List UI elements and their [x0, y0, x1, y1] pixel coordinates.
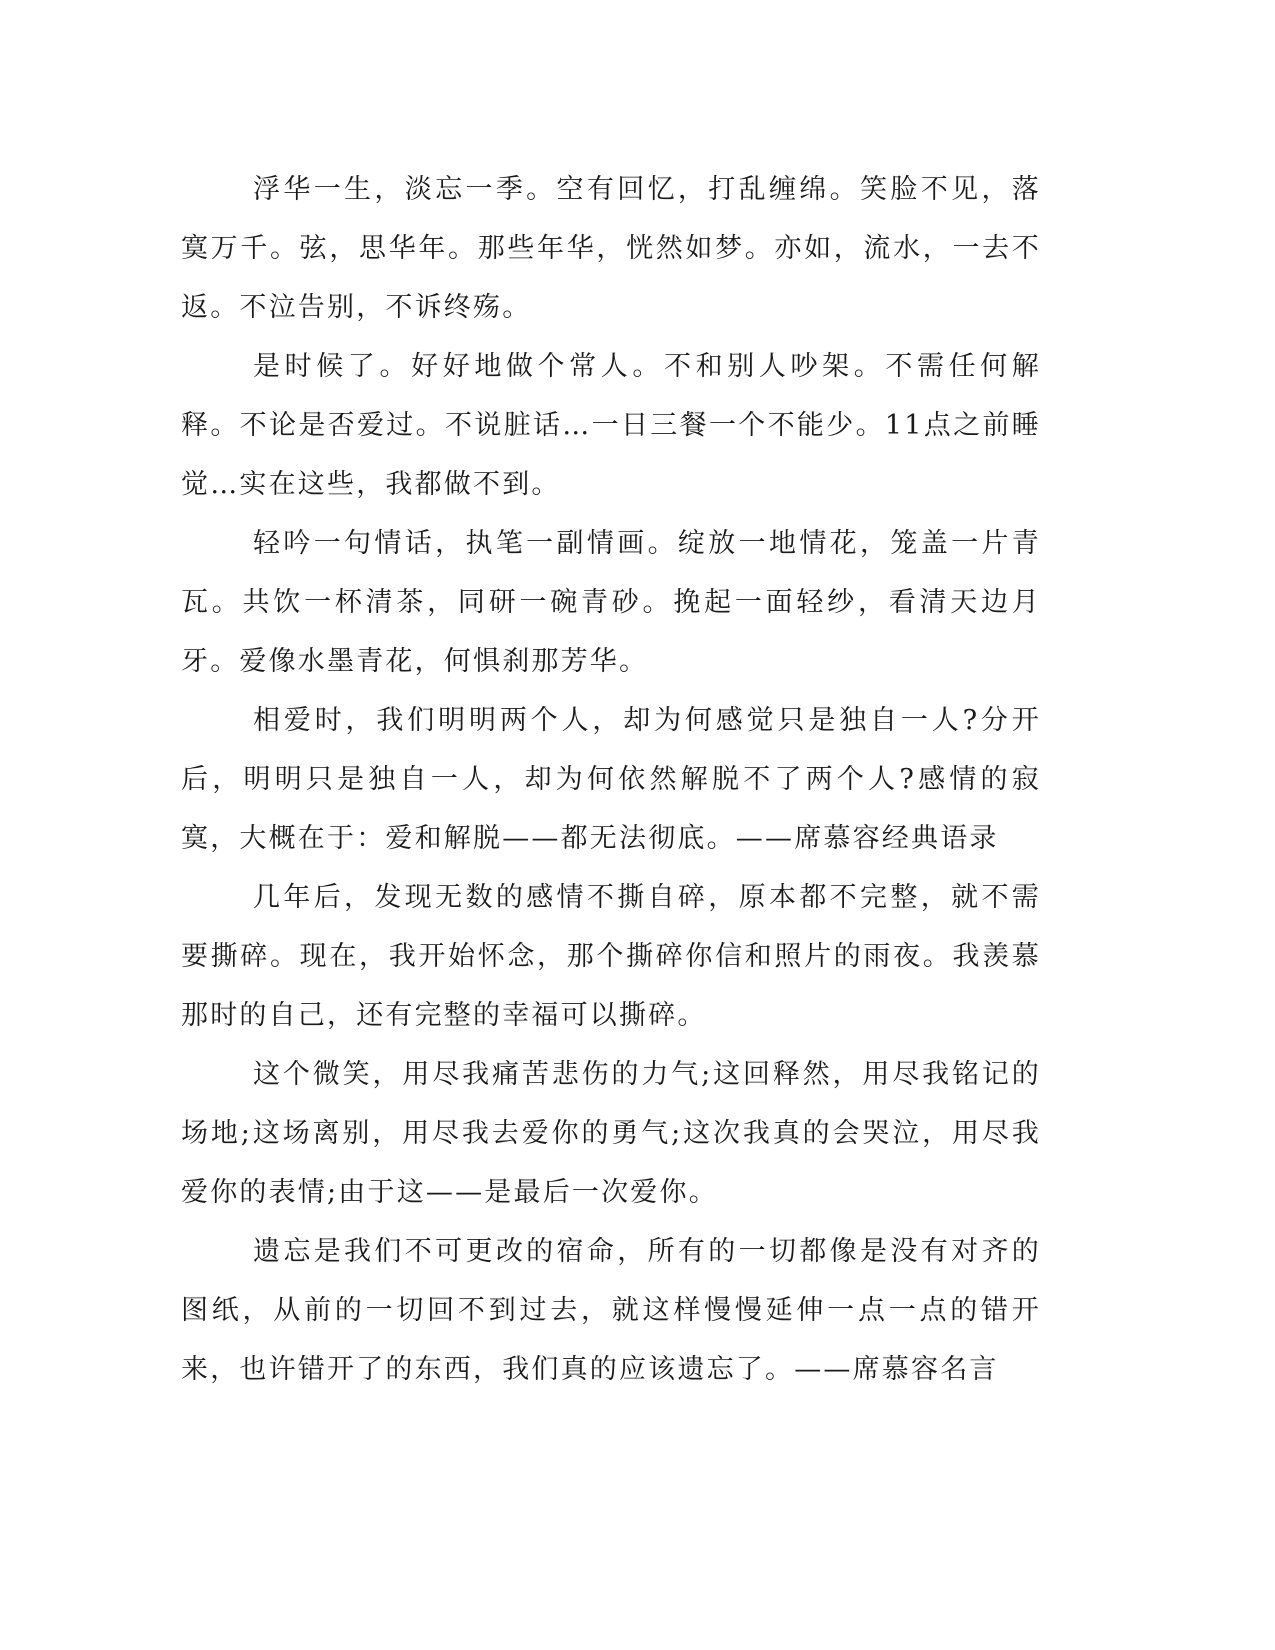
- document-body: [181, 160, 1041, 1399]
- paragraph-3: 轻吟一句情话，执笔一副情画。绽放一地情花，笼盖一片青瓦。共饮一杯清茶，同研一碗青砂。挽起一面轻纱，看清天边月牙。爱像水墨青花，何惧刹那芳华。: [181, 528, 1041, 677]
- paragraph-6: 这个微笑，用尽我痛苦悲伤的力气;这回释然，用尽我铭记的场地;这场离别，用尽我去爱你的勇气;这次我真的会哭泣，用尽我爱你的表情;由于这——是最后一次爱你。: [181, 1059, 1041, 1208]
- paragraph-1: 浮华一生，淡忘一季。空有回忆，打乱缠绵。笑脸不见，落寞万千。弦，思华年。那些年华，恍然如梦。亦如，流水，一去不返。不泣告别，不诉终殇。: [181, 174, 1041, 323]
- paragraph-2: 是时候了。好好地做个常人。不和别人吵架。不需任何解释。不论是否爱过。不说脏话…一日三餐一个不能少。11点之前睡觉…实在这些，我都做不到。: [181, 351, 1041, 500]
- paragraph-7: 遗忘是我们不可更改的宿命，所有的一切都像是没有对齐的图纸，从前的一切回不到过去，就这样慢慢延伸一点一点的错开来，也许错开了的东西，我们真的应该遗忘了。——席慕容名言: [181, 1236, 1041, 1385]
- paragraph-5: 几年后，发现无数的感情不撕自碎，原本都不完整，就不需要撕碎。现在，我开始怀念，那个撕碎你信和照片的雨夜。我羡慕那时的自己，还有完整的幸福可以撕碎。: [181, 882, 1041, 1031]
- paragraph-4: 相爱时，我们明明两个人，却为何感觉只是独自一人?分开后，明明只是独自一人，却为何依然解脱不了两个人?感情的寂寞，大概在于：爱和解脱——都无法彻底。——席慕容经典语录: [181, 705, 1041, 854]
